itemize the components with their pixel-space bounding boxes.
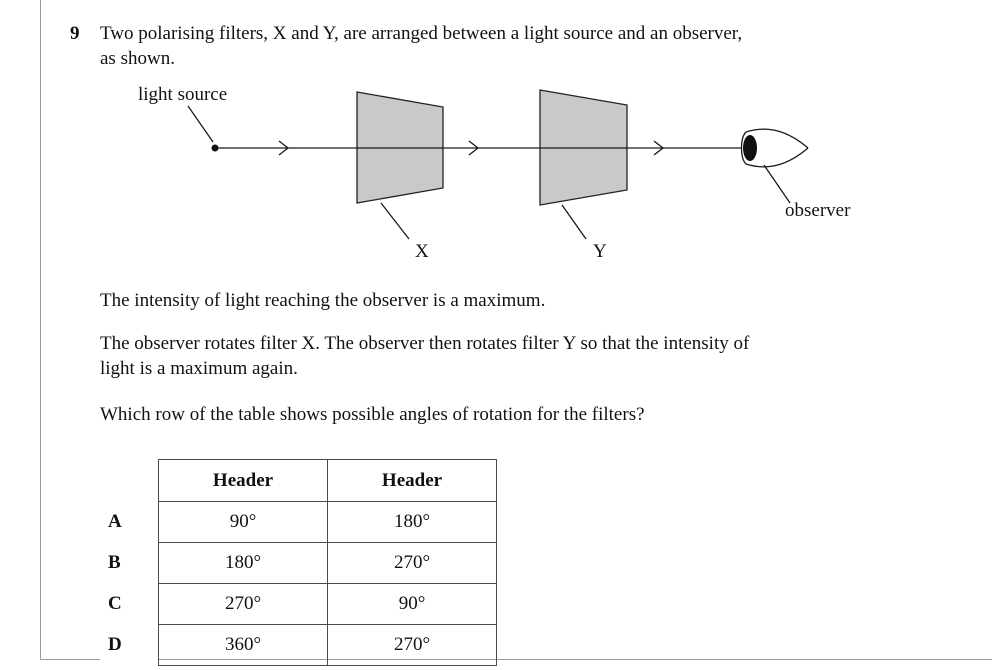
row-c-filter-x-value: 270° <box>159 584 328 625</box>
table-header-row <box>100 460 497 502</box>
table-corner-cell <box>100 460 159 502</box>
filter-x-label: X <box>415 241 429 262</box>
eye-icon <box>742 129 809 167</box>
observer-leader-line <box>764 165 790 203</box>
statement-rotation-line2: light is a maximum again. <box>100 358 298 379</box>
filter-y-label: Y <box>593 241 607 262</box>
row-label-b: B <box>100 543 159 584</box>
eye-pupil <box>743 135 757 161</box>
row-d-filter-y-value: 270° <box>328 625 497 666</box>
statement-rotation <box>100 331 992 381</box>
row-label-c: C <box>100 584 159 625</box>
row-label-a: A <box>100 502 159 543</box>
table-row-d <box>100 625 497 666</box>
row-b-filter-y-value: 270° <box>328 543 497 584</box>
row-d-filter-x-value: 360° <box>159 625 328 666</box>
question-body <box>100 21 992 666</box>
question-row <box>70 21 992 666</box>
row-b-filter-x-value: 180° <box>159 543 328 584</box>
row-a-filter-y-value: 180° <box>328 502 497 543</box>
question-intro-line1: Two polarising filters, X and Y, are arranged between a light source and an observer, <box>100 23 743 44</box>
light-source-leader-line <box>188 106 213 142</box>
question-number: 9 <box>70 23 80 44</box>
answer-table <box>100 459 497 666</box>
filter-y-leader-line <box>562 205 586 239</box>
observer-label: observer <box>785 200 851 221</box>
polarising-filters-diagram <box>100 85 960 271</box>
question-prompt: Which row of the table shows possible angles of rotation for the filters? <box>100 404 645 425</box>
statement-max-intensity: The intensity of light reaching the observer is a maximum. <box>100 290 546 311</box>
row-label-d: D <box>100 625 159 666</box>
filter-x-leader-line <box>381 203 409 239</box>
table-row-a <box>100 502 497 543</box>
light-source-dot <box>212 145 219 152</box>
row-a-filter-x-value: 90° <box>159 502 328 543</box>
table-header-col1: Header <box>159 460 328 502</box>
light-source-label: light source <box>138 85 228 105</box>
question-block <box>40 0 992 666</box>
table-header-col2: Header <box>328 460 497 502</box>
statement-rotation-line1: The observer rotates filter X. The observer then rotates filter Y so that the intensity of <box>100 333 750 354</box>
question-intro-line2: as shown. <box>100 48 175 69</box>
table-row-b <box>100 543 497 584</box>
table-row-c <box>100 584 497 625</box>
row-c-filter-y-value: 90° <box>328 584 497 625</box>
